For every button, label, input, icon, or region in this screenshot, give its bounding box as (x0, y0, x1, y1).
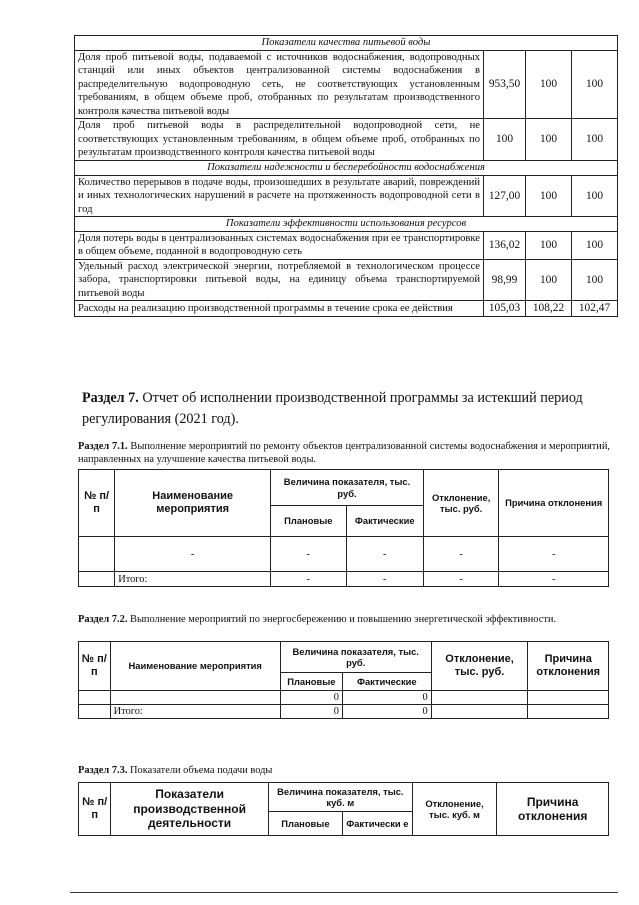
total-plan: 0 (280, 705, 342, 719)
indicator-value: 100 (526, 51, 572, 119)
total-fact: 0 (342, 705, 431, 719)
section-title-quality: Показатели качества питьевой воды (75, 36, 618, 51)
section-7-2-table (78, 641, 609, 719)
section-7-3-label: Раздел 7.3. (78, 765, 128, 776)
header-fact: Фактические (342, 673, 431, 691)
footer-divider (70, 892, 618, 893)
section-7-2-text: Выполнение мероприятий по энергосбережению и повышению энергетической эффективности. (127, 614, 557, 625)
header-fact: Фактические (346, 506, 423, 537)
header-num: № п/п (79, 470, 115, 537)
indicator-value: 953,50 (484, 51, 526, 119)
section-header-row (75, 216, 618, 231)
section-header-row (75, 160, 618, 175)
header-fact: Фактически е (342, 812, 412, 836)
total-reason: - (499, 572, 609, 587)
indicator-description: Количество перерывов в подаче воды, произошедших в результате аварий, повреждений и иных технологических нарушений в расчете на протяженность водопроводной сети в год (75, 175, 484, 216)
indicator-value: 105,03 (484, 301, 526, 316)
section-7-text: Отчет об исполнении производственной программы за истекший период регулирования (2021 год). (82, 390, 583, 427)
header-reason: Причина отклонения (528, 642, 609, 691)
table-row (75, 301, 618, 316)
section-7-2-title (78, 614, 610, 627)
indicator-value: 100 (572, 51, 618, 119)
section-header-row (75, 36, 618, 51)
indicator-value: 98,99 (484, 259, 526, 300)
header-plan: Плановые (268, 812, 342, 836)
indicator-description: Доля проб питьевой воды, подаваемой с источников водоснабжения, водопроводных станций или иных объектов централизованной системы водоснабжения в распределительную водопроводную сеть, не соответствующих установленным требованиям, в общем объеме проб, отобранных по результатам производственного контроля качества питьевой воды (75, 51, 484, 119)
table-row (79, 537, 609, 572)
section-7-3-title (78, 765, 610, 778)
header-name: Наименование мероприятия (110, 642, 280, 691)
row-deviation: - (423, 537, 498, 572)
header-name: Показатели производственной деятельности (111, 783, 269, 836)
total-label: Итого: (115, 572, 271, 587)
indicator-value: 100 (572, 259, 618, 300)
table-row (75, 259, 618, 300)
indicator-value: 100 (526, 259, 572, 300)
indicator-value: 108,22 (526, 301, 572, 316)
indicator-value: 102,47 (572, 301, 618, 316)
section-7-1-label: Раздел 7.1. (78, 441, 128, 452)
total-row (79, 705, 609, 719)
header-deviation: Отклонение, тыс. руб. (423, 470, 498, 537)
header-value: Величина показателя, тыс. руб. (280, 642, 431, 673)
section-7-2-label: Раздел 7.2. (78, 614, 128, 625)
header-value: Величина показателя, тыс. руб. (271, 470, 424, 506)
section-7-3-text: Показатели объема подачи воды (127, 765, 273, 776)
total-fact: - (346, 572, 423, 587)
indicator-value: 100 (526, 175, 572, 216)
header-num: № п/п (79, 642, 111, 691)
indicator-description: Удельный расход электрической энергии, потребляемой в технологическом процессе забора, транспортировки питьевой воды, на единицу объема транспортируемой питьевой воды (75, 259, 484, 300)
indicator-value: 100 (484, 119, 526, 160)
section-7-1-title (78, 441, 610, 466)
section-7-label: Раздел 7. (82, 390, 139, 406)
row-plan: 0 (280, 691, 342, 705)
row-name: - (115, 537, 271, 572)
indicator-value: 100 (572, 175, 618, 216)
total-deviation: - (423, 572, 498, 587)
indicator-value: 100 (526, 231, 572, 259)
table-row (75, 175, 618, 216)
row-plan: - (271, 537, 346, 572)
table-row (75, 231, 618, 259)
indicator-value: 100 (526, 119, 572, 160)
total-label: Итого: (110, 705, 280, 719)
row-fact: 0 (342, 691, 431, 705)
indicator-description: Расходы на реализацию производственной программы в течение срока ее действия (75, 301, 484, 316)
total-row (79, 572, 609, 587)
indicator-value: 100 (572, 119, 618, 160)
header-reason: Причина отклонения (499, 470, 609, 537)
header-deviation: Отклонение, тыс. руб. (431, 642, 528, 691)
table-row (75, 119, 618, 160)
indicators-table (74, 35, 618, 317)
indicator-description: Доля потерь воды в централизованных системах водоснабжения при ее транспортировке в общем объеме, поданной в водопроводную сеть (75, 231, 484, 259)
section-7-1-table (78, 469, 609, 587)
indicator-value: 100 (572, 231, 618, 259)
section-title-efficiency: Показатели эффективности использования ресурсов (75, 216, 618, 231)
header-value: Величина показателя, тыс. куб. м (268, 783, 412, 812)
total-plan: - (271, 572, 346, 587)
header-plan: Плановые (271, 506, 346, 537)
indicator-description: Доля проб питьевой воды в распределительной водопроводной сети, не соответствующих установленным требованиям, в общем объеме проб, отобранных по результатам производственного контроля качества питьевой воды (75, 119, 484, 160)
indicator-value: 136,02 (484, 231, 526, 259)
header-deviation: Отклонение, тыс. куб. м (412, 783, 497, 836)
header-num: № п/п (79, 783, 111, 836)
table-row (75, 51, 618, 119)
row-fact: - (346, 537, 423, 572)
row-reason: - (499, 537, 609, 572)
header-name: Наименование мероприятия (115, 470, 271, 537)
section-title-reliability: Показатели надежности и бесперебойности водоснабжения (75, 160, 618, 175)
header-plan: Плановые (280, 673, 342, 691)
indicator-value: 127,00 (484, 175, 526, 216)
section-7-3-table (78, 782, 609, 836)
section-7-heading (82, 388, 612, 429)
table-row (79, 691, 609, 705)
row-num (79, 537, 115, 572)
header-reason: Причина отклонения (497, 783, 609, 836)
section-7-1-text: Выполнение мероприятий по ремонту объектов централизованной системы водоснабжения и мероприятий, направленных на улучшение качества питьевой воды. (78, 441, 610, 465)
